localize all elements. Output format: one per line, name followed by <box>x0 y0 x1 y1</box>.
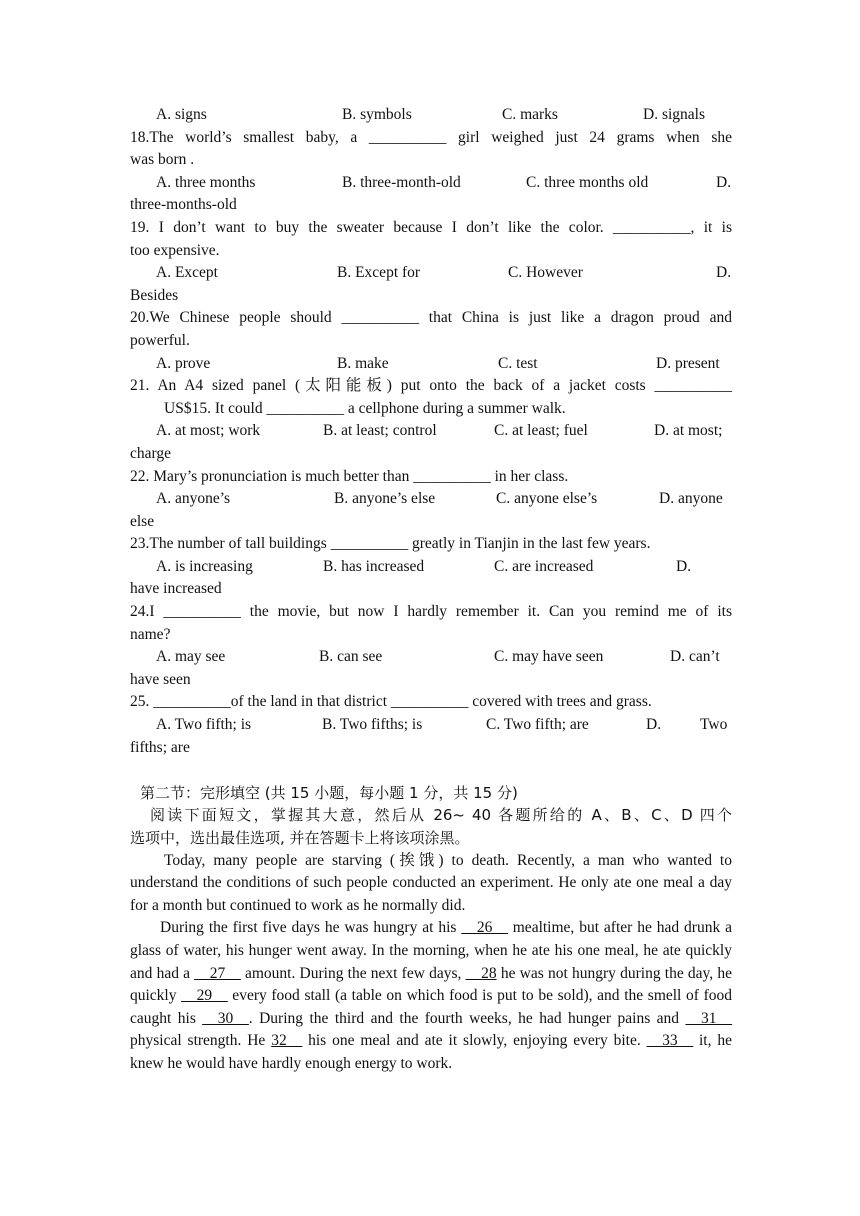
q20-option-c: C. test <box>498 354 538 372</box>
q20-options <box>130 353 732 376</box>
exam-page <box>130 104 732 1076</box>
q18-stem-line2: was born . <box>130 151 195 169</box>
blank-31[interactable]: __31__ <box>685 1009 733 1027</box>
p2-text-5: every food stall (a table on which food is put to be sold), and the smell of food caught his <box>130 987 732 1027</box>
q18-option-d-wrap: three-months-old <box>130 196 237 214</box>
q19-option-d: D. <box>716 264 732 282</box>
q18-option-c: C. three months old <box>526 173 649 191</box>
q17-options <box>130 104 732 127</box>
section2-instructions-line2: 选项中，选出最佳选项, 并在答题卡上将该项涂黑。 <box>130 829 470 847</box>
q23-options <box>130 556 732 579</box>
q22-option-a: A. anyone’s <box>156 490 231 508</box>
q19-option-a: A. Except <box>156 264 218 282</box>
p2-text-7: physical strength. He <box>130 1032 272 1050</box>
q20-option-d: D. present <box>656 354 720 372</box>
q18-option-a: A. three months <box>156 173 256 191</box>
q20-stem-line1: 20.We Chinese people should __________ that China is just like a dragon proud and <box>130 309 732 327</box>
q21-option-b: B. at least; control <box>323 422 437 440</box>
q24-stem-line2: name? <box>130 625 171 643</box>
q23-option-b: B. has increased <box>323 557 425 575</box>
blank-32[interactable]: 32__ <box>271 1032 303 1050</box>
q18-option-b: B. three-month-old <box>342 173 461 191</box>
q21-stem-line2: US$15. It could __________ a cellphone during a summer walk. <box>164 399 566 417</box>
p2-text-3: amount. During the next few days, <box>240 964 466 982</box>
q24-option-b: B. can see <box>319 648 383 666</box>
blank-30[interactable]: __30__ <box>202 1009 249 1027</box>
q24-option-c: C. may have seen <box>494 648 604 666</box>
q24-option-d: D. can’t <box>670 648 720 666</box>
q25-options <box>130 714 732 737</box>
q25-option-c: C. Two fifth; are <box>486 716 589 734</box>
q25-option-b: B. Two fifths; is <box>322 716 423 734</box>
q21-option-d-wrap: charge <box>130 444 172 462</box>
blank-28[interactable]: __28 <box>465 964 497 982</box>
q17-option-b: B. symbols <box>342 106 412 123</box>
q22-options <box>130 488 732 511</box>
q19-stem-line2: too expensive. <box>130 241 220 259</box>
q24-option-a: A. may see <box>156 648 226 666</box>
q19-option-d-wrap: Besides <box>130 286 179 304</box>
q23-option-a: A. is increasing <box>156 557 253 575</box>
q19-option-b: B. Except for <box>337 264 421 282</box>
q22-option-d-wrap: else <box>130 512 155 530</box>
blank-27[interactable]: __27__ <box>194 964 241 982</box>
q24-stem-line1: 24.I __________ the movie, but now I hardly remember it. Can you remind me of its <box>130 603 732 621</box>
q25-option-d-part2: Two <box>700 716 728 734</box>
q18-option-d: D. <box>716 173 732 191</box>
passage-paragraph-1: Today, many people are starving (挨饿) to death. Recently, a man who wanted to understand the conditions of such people conducted an experiment. He only ate one meal a day for a month but continued to work as he normally did. <box>130 851 732 914</box>
q21-options <box>130 420 732 443</box>
q19-option-c: C. However <box>508 264 583 282</box>
q22-option-b: B. anyone’s else <box>334 490 436 508</box>
q17-option-d: D. signals <box>643 106 705 123</box>
blank-26[interactable]: __26__ <box>461 919 508 937</box>
q18-options <box>130 172 732 195</box>
q22-stem: 22. Mary’s pronunciation is much better than __________ in her class. <box>130 467 569 485</box>
q17-option-a: A. signs <box>156 106 207 123</box>
section2-instructions-line1: 阅读下面短文，掌握其大意，然后从 26~ 40 各题所给的 A、B、C、D 四个 <box>150 806 732 825</box>
q24-options <box>130 646 732 669</box>
p2-text-1: During the first five days he was hungry at his <box>160 919 462 937</box>
q22-option-d: D. anyone <box>659 490 723 508</box>
q19-options <box>130 262 732 285</box>
p2-text-2: mealtime, but after he had drunk a glass of water, his hunger went away. In the morning, when he ate his one meal, he ate quickly and had a <box>130 919 732 982</box>
q23-option-c: C. are increased <box>494 557 594 575</box>
q21-option-d: D. at most; <box>654 422 723 440</box>
q20-option-a: A. prove <box>156 354 211 372</box>
q17-option-c: C. marks <box>502 106 558 123</box>
p2-text-4: he was not hungry during the day, he quickly <box>130 964 732 1005</box>
q19-stem-line1: 19. I don’t want to buy the sweater because I don’t like the color. __________, it is <box>130 218 732 236</box>
q25-option-d-wrap: fifths; are <box>130 738 190 756</box>
q21-option-a: A. at most; work <box>156 422 261 440</box>
q21-option-c: C. at least; fuel <box>494 422 588 440</box>
q23-option-d: D. <box>676 557 692 575</box>
section-gap <box>130 759 732 782</box>
q25-option-a: A. Two fifth; is <box>156 716 252 734</box>
p2-text-8: his one meal and ate it slowly, enjoying every bite. <box>302 1032 647 1050</box>
blank-33[interactable]: __33__ <box>646 1032 694 1050</box>
p2-text-9: it, he knew he would have hardly enough energy to work. <box>130 1032 732 1072</box>
passage-paragraph-2 <box>130 917 732 1075</box>
q25-stem: 25. __________of the land in that district __________ covered with trees and grass. <box>130 693 652 711</box>
q23-option-d-wrap: have increased <box>130 580 222 598</box>
q20-stem-line2: powerful. <box>130 331 190 349</box>
q21-stem-line1: 21. An A4 sized panel (太阳能板) put onto the back of a jacket costs __________ <box>130 377 732 395</box>
q18-stem-line1: 18.The world’s smallest baby, a __________ girl weighed just 24 grams when she <box>130 128 732 146</box>
section2-heading: 第二节：完形填空 (共 15 小题，每小题 1 分，共 15 分) <box>140 783 518 802</box>
p2-text-6: . During the third and the fourth weeks, he had hunger pains and <box>248 1009 686 1027</box>
blank-29[interactable]: __29__ <box>181 987 228 1005</box>
q20-option-b: B. make <box>337 354 389 372</box>
q22-option-c: C. anyone else’s <box>496 490 598 508</box>
q24-option-d-wrap: have seen <box>130 670 191 688</box>
q23-stem: 23.The number of tall buildings __________ greatly in Tianjin in the last few years. <box>130 535 651 553</box>
q25-option-d: D. <box>646 716 662 734</box>
